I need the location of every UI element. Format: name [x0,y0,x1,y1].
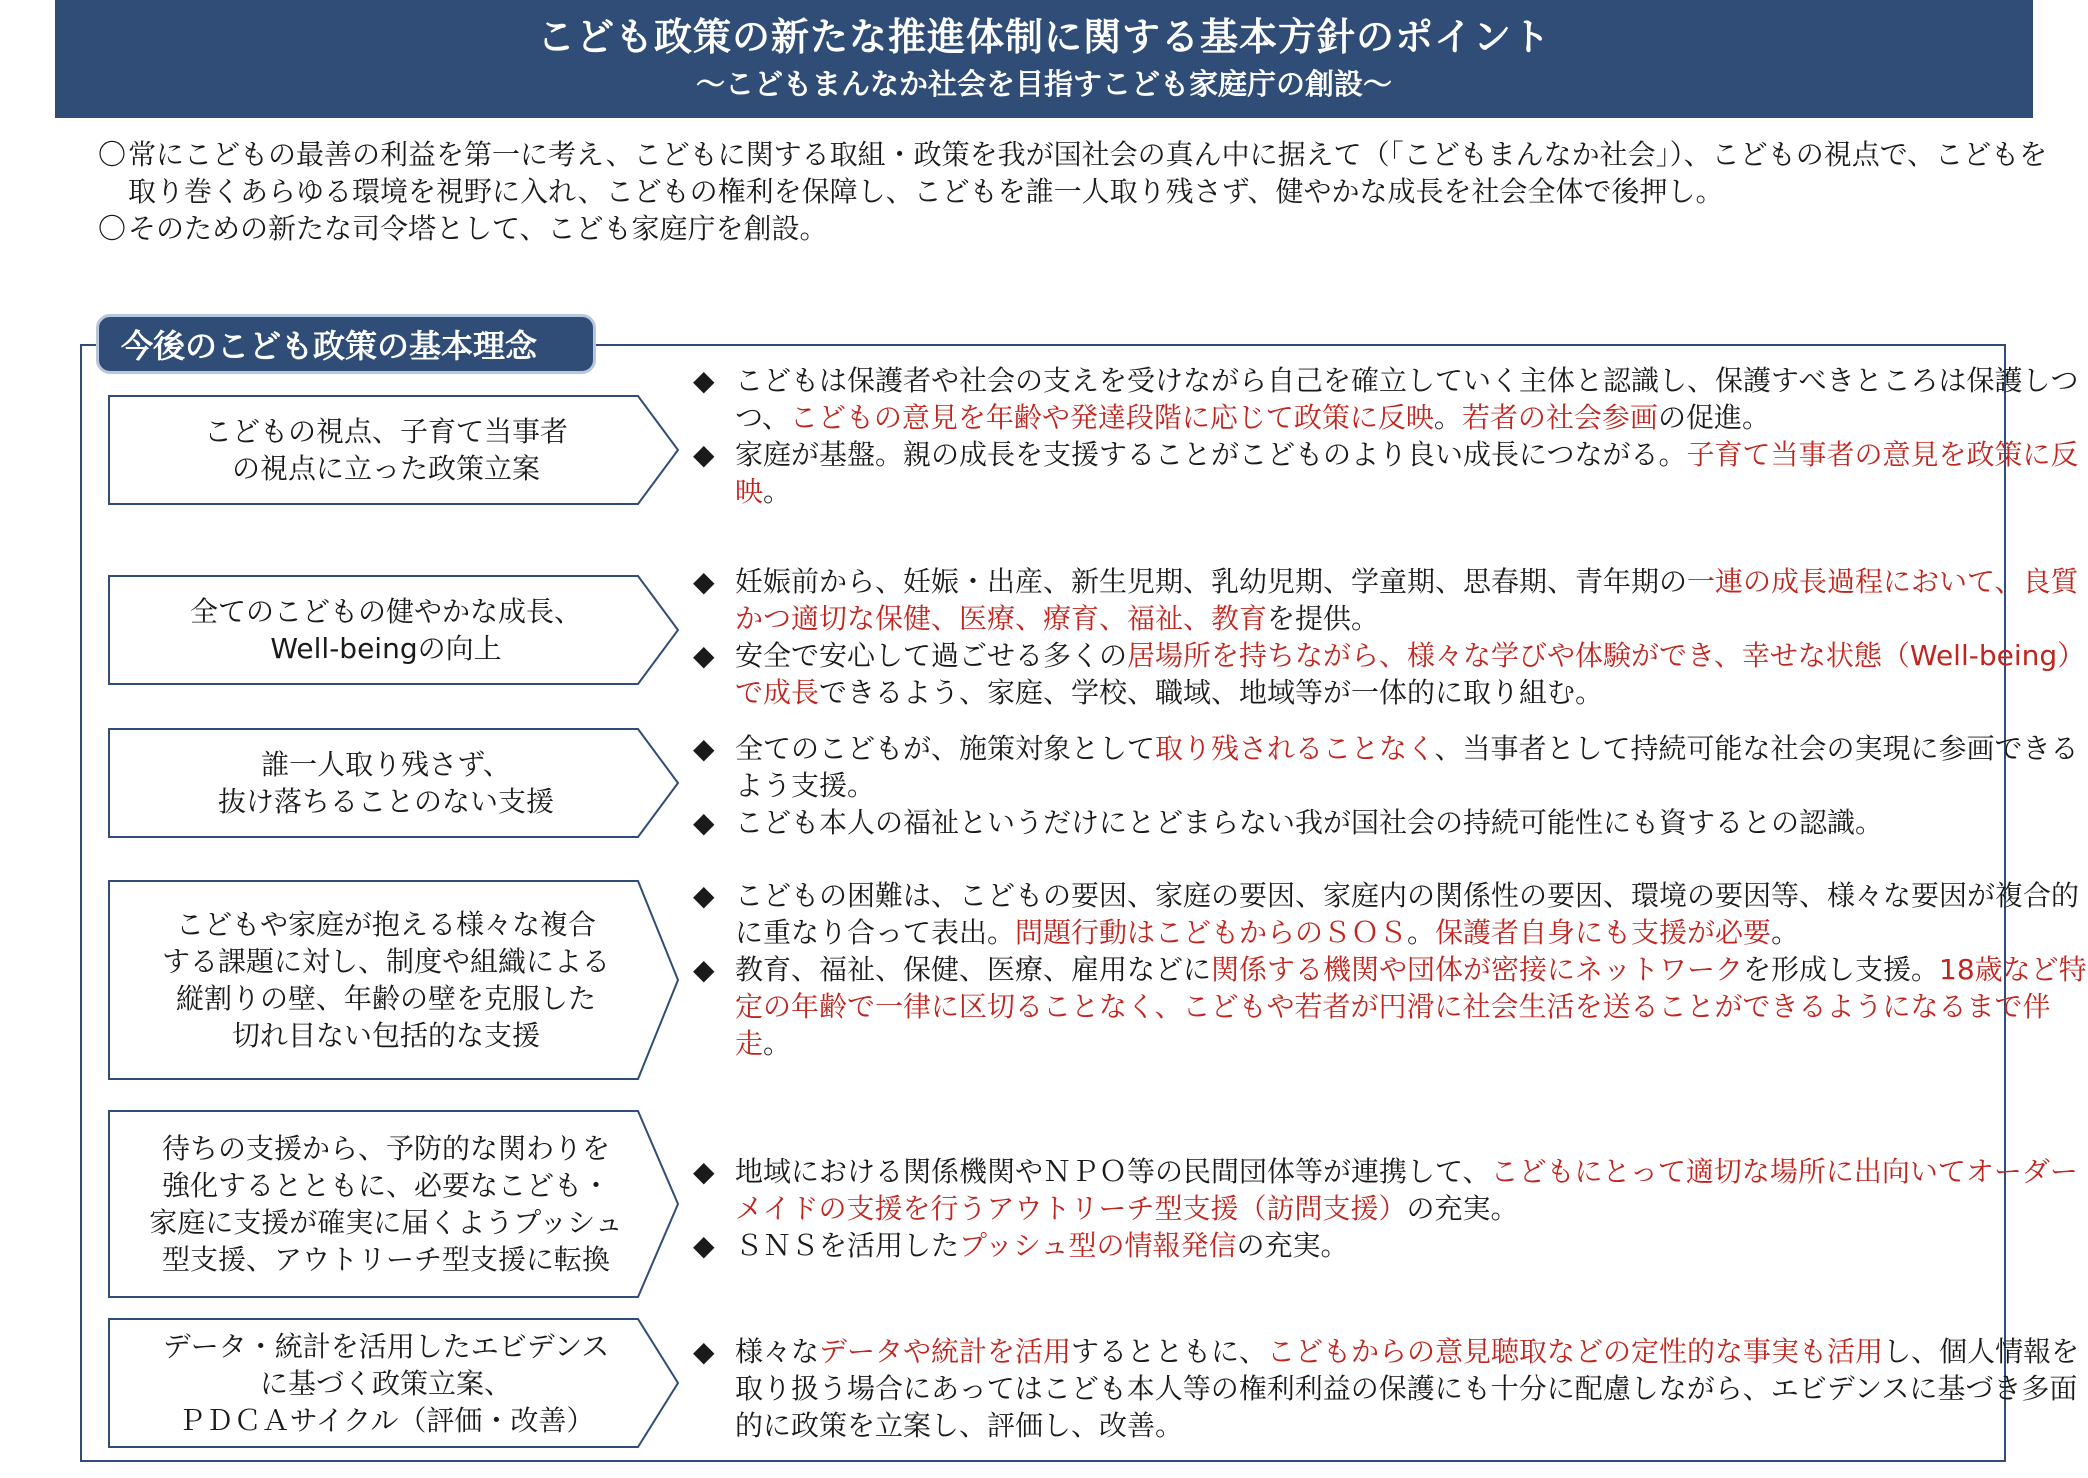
principle-title-line: 強化するとともに、必要なこども・ [161,1169,610,1202]
intro-list [98,136,2058,247]
principle-arrow-box [108,1110,683,1298]
principle-title [116,1110,656,1298]
page-subtitle: ～こどもまんなか社会を目指すこども家庭庁の創設～ [695,67,1392,101]
intro-item [98,210,2058,247]
highlighted-text: 若者の社会参画 [1461,401,1658,434]
bullet-text [735,1333,2088,1444]
principle-title-line: Well-beingの向上 [270,632,502,665]
text-segment: 。 [1771,916,1800,949]
principle-title-line: の視点に立った政策立案 [231,452,540,485]
intro-item [98,136,2058,210]
principle-title-line: 抜け落ちることのない支援 [217,785,554,818]
principle-bullets [693,1333,2088,1444]
principle-bullets [693,362,2088,510]
principle-title-line: する課題に対し、制度や組織による [161,945,610,978]
diamond-bullet-icon: ◆ [693,565,715,598]
bullet-item [693,362,2088,436]
text-segment: 様々な [735,1335,820,1368]
principle-title-line: に基づく政策立案、 [259,1366,512,1400]
highlighted-text: 取り残されることなく [1155,732,1435,765]
principle-bullets [693,1153,2088,1264]
principle-title-line: 待ちの支援から、予防的な関わりを [161,1132,610,1165]
principle-arrow-box [108,728,683,838]
text-segment: 、当事者として持続可能な社会の実現に参画できるよう支援。 [735,732,2079,802]
highlighted-text: データや統計を活用 [819,1335,1072,1368]
principle-arrow-box [108,395,683,505]
diamond-bullet-icon: ◆ [693,438,715,471]
text-segment: の促進。 [1657,401,1770,434]
bullet-item [693,1227,2088,1264]
bullet-item [693,804,2088,841]
text-segment: 。 [763,475,792,508]
highlighted-text: 問題行動はこどもからのＳＯＳ [1015,916,1408,949]
principle-bullets [693,730,2088,841]
bullet-text [735,1153,2088,1227]
principle-title [116,880,656,1080]
principle-arrow-box [108,1318,683,1448]
highlighted-text: こどもの意見を年齢や発達段階に応じて政策に反映 [789,401,1434,434]
highlighted-text: 保護者自身にも支援が必要 [1435,916,1772,949]
bullet-item [693,877,2088,951]
text-segment: 。 [763,1027,792,1060]
diamond-bullet-icon: ◆ [693,1335,715,1368]
text-segment: できるよう、家庭、学校、職域、地域等が一体的に取り組む。 [819,676,1604,709]
text-segment: ＳＮＳを活用した [735,1229,960,1262]
bullet-item [693,1333,2088,1444]
diamond-bullet-icon: ◆ [693,879,715,912]
principle-title-line: 型支援、アウトリーチ型支援に転換 [161,1243,610,1276]
text-segment: し、個人情報を取り扱う場合にあってはこども本人等の権利利益の保護にも十分に配慮しながら、エビデンスに基づき多面的に政策を立案し、評価し、改善。 [735,1335,2080,1442]
principle-bullets [693,563,2088,711]
bullet-text [735,877,2088,951]
bullet-item [693,730,2088,804]
highlighted-text: 居場所を持ちながら、様々な学びや体験ができ、幸せな状態（Well-being）で成長 [735,639,2086,709]
bullet-text [735,436,2088,510]
highlighted-text: 子育て当事者の意見を政策に反映 [735,438,2079,508]
principle-title-line: データ・統計を活用したエビデンス [162,1329,610,1363]
principle-title [116,575,656,685]
text-segment: 地域における関係機関やＮＰＯ等の民間団体等が連携して、 [735,1155,1491,1188]
principle-title-line: 縦割りの壁、年齢の壁を克服した [175,982,596,1015]
bullet-text [735,362,2088,436]
bullet-text [735,730,2088,804]
bullet-item [693,563,2088,637]
text-segment: 全てのこどもが、施策対象として [735,732,1156,765]
principle-title-line: 家庭に支援が確実に届くようプッシュ [149,1206,623,1239]
bullet-text [735,804,2088,841]
bullet-text [735,951,2088,1062]
highlighted-text: 18歳など特定の年齢で一律に区切ることなく、こどもや若者が円滑に社会生活を送ることができるようになるまで伴走 [735,953,2087,1060]
principle-title [116,395,656,505]
bullet-item [693,951,2088,1062]
principle-title [116,1318,656,1448]
principle-title-line: 切れ目ない包括的な支援 [231,1019,540,1052]
bullet-item [693,637,2088,711]
diamond-bullet-icon: ◆ [693,953,715,986]
principle-bullets [693,877,2088,1062]
text-segment: 。 [1433,401,1462,434]
text-segment: 。 [1407,916,1436,949]
highlighted-text: こどもからの意見聴取などの定性的な事実も活用 [1267,1335,1884,1368]
text-segment: を提供。 [1267,602,1380,635]
highlighted-text: 一連の成長過程において、良質かつ適切な保健、医療、療育、福祉、教育 [735,565,2079,635]
text-segment: 教育、福祉、保健、医療、雇用などに [735,953,1212,986]
text-segment: こども本人の福祉というだけにとどまらない我が国社会の持続可能性にも資するとの認識。 [735,806,1884,839]
text-segment: の充実。 [1236,1229,1349,1262]
diamond-bullet-icon: ◆ [693,1155,715,1188]
principle-title-line: こどもや家庭が抱える様々な複合 [175,908,596,941]
principle-arrow-box [108,880,683,1080]
bullet-text [735,563,2088,637]
bullet-text [735,637,2088,711]
highlighted-text: こどもにとって適切な場所に出向いてオーダーメイドの支援を行うアウトリーチ型支援（訪問支援） [735,1155,2078,1225]
principle-arrow-box [108,575,683,685]
bullet-text [735,1227,2088,1264]
diamond-bullet-icon: ◆ [693,806,715,839]
text-segment: 妊娠前から、妊娠・出産、新生児期、乳幼児期、学童期、思春期、青年期の [735,565,1688,598]
bullet-item [693,1153,2088,1227]
principle-title-line: ＰＤＣＡサイクル（評価・改善） [177,1403,595,1437]
principle-title-line: 全てのこどもの健やかな成長、 [189,595,582,628]
text-segment: するとともに、 [1071,1335,1268,1368]
page-title: こども政策の新たな推進体制に関する基本方針のポイント [536,15,1551,59]
circle-bullet-icon: 〇 [98,212,127,245]
text-segment: 安全で安心して過ごせる多くの [735,639,1128,672]
text-segment: を形成し支援。 [1743,953,1940,986]
text-segment: 家庭が基盤。親の成長を支援することがこどものより良い成長につながる。 [735,438,1687,471]
text-segment: こどもの困難は、こどもの要因、家庭の要因、家庭内の関係性の要因、環境の要因等、様々な要因が複合的に重なり合って表出。 [735,879,2080,949]
intro-text: そのための新たな司令塔として、こども家庭庁を創設。 [128,212,828,245]
diamond-bullet-icon: ◆ [693,364,715,397]
highlighted-text: 関係する機関や団体が密接にネットワーク [1211,953,1744,986]
title-banner [55,0,2033,118]
principle-title [116,728,656,838]
text-segment: こどもは保護者や社会の支えを受けながら自己を確立していく主体と認識し、保護すべきところは保護しつつ、 [735,364,2079,434]
circle-bullet-icon: 〇 [98,138,127,171]
principle-title-line: 誰一人取り残さず、 [261,748,511,781]
highlighted-text: プッシュ型の情報発信 [959,1229,1237,1262]
diamond-bullet-icon: ◆ [693,732,715,765]
text-segment: の充実。 [1406,1192,1519,1225]
intro-text: 常にこどもの最善の利益を第一に考え、こどもに関する取組・政策を我が国社会の真ん中に据えて（「こどもまんなか社会」）、こどもの視点で、こどもを取り巻くあらゆる環境を視野に入れ、こどもの権利を保障し、こどもを誰一人取り残さず、健やかな成長を社会全体で後押し。 [128,138,2048,208]
principle-title-line: こどもの視点、子育て当事者 [203,415,568,448]
diamond-bullet-icon: ◆ [693,1229,715,1262]
bullet-item [693,436,2088,510]
diamond-bullet-icon: ◆ [693,639,715,672]
section-label: 今後のこども政策の基本理念 [96,314,596,374]
